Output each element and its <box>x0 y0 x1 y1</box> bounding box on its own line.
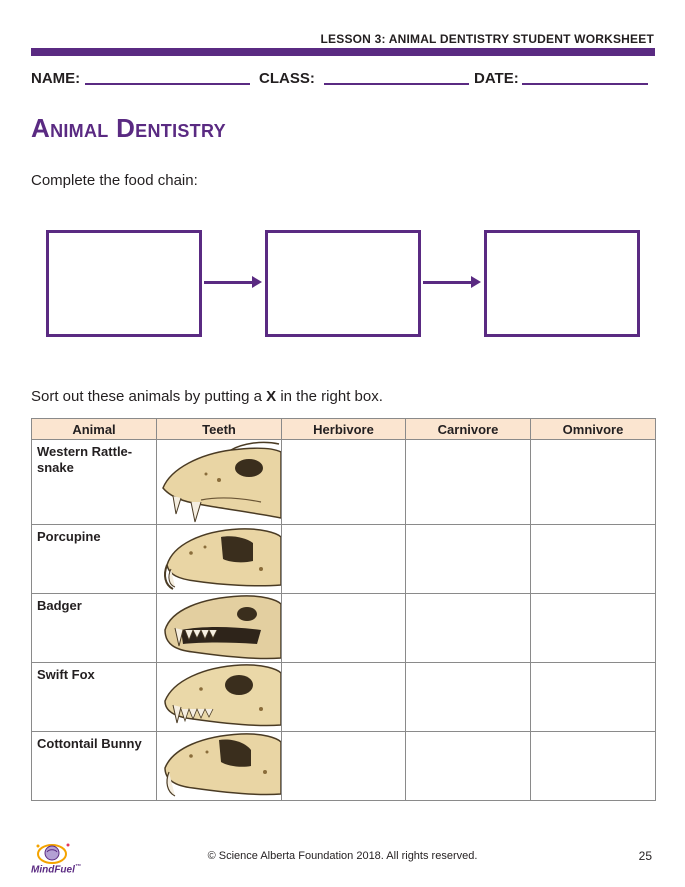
table-row <box>32 440 656 525</box>
animal-name: Badger <box>32 594 157 663</box>
carnivore-checkbox[interactable] <box>406 594 531 663</box>
header-rule <box>31 48 655 56</box>
herbivore-checkbox[interactable] <box>282 732 406 801</box>
carnivore-checkbox[interactable] <box>406 440 531 525</box>
teeth-cell <box>157 732 282 801</box>
cottontail-bunny-skull-icon <box>161 732 281 800</box>
column-header-omnivore: Omnivore <box>531 419 656 440</box>
omnivore-checkbox[interactable] <box>531 663 656 732</box>
porcupine-skull-icon <box>161 525 281 593</box>
food-chain-box-3[interactable] <box>484 230 640 337</box>
name-label: NAME: <box>31 70 81 87</box>
name-blank[interactable] <box>85 83 250 85</box>
food-chain-instruction: Complete the food chain: <box>31 172 198 189</box>
date-blank[interactable] <box>522 83 648 85</box>
sort-instruction: Sort out these animals by putting a X in the right box. <box>31 388 383 405</box>
table-row <box>32 732 656 801</box>
class-blank[interactable] <box>324 83 469 85</box>
swift-fox-skull-icon <box>161 663 281 731</box>
table-row <box>32 594 656 663</box>
herbivore-checkbox[interactable] <box>282 525 406 594</box>
x-mark: X <box>266 388 277 405</box>
animal-name: Swift Fox <box>32 663 157 732</box>
carnivore-checkbox[interactable] <box>406 732 531 801</box>
carnivore-checkbox[interactable] <box>406 663 531 732</box>
herbivore-checkbox[interactable] <box>282 594 406 663</box>
animal-name: Western Rattle-snake <box>32 440 157 525</box>
sorting-table <box>31 418 656 801</box>
teeth-cell <box>157 440 282 525</box>
column-header-teeth: Teeth <box>157 419 282 440</box>
class-label: CLASS: <box>259 70 315 87</box>
omnivore-checkbox[interactable] <box>531 525 656 594</box>
omnivore-checkbox[interactable] <box>531 440 656 525</box>
food-chain-arrow-icon <box>204 281 256 284</box>
herbivore-checkbox[interactable] <box>282 663 406 732</box>
date-label: DATE: <box>474 70 519 87</box>
animal-name: Porcupine <box>32 525 157 594</box>
column-header-carnivore: Carnivore <box>406 419 531 440</box>
herbivore-checkbox[interactable] <box>282 440 406 525</box>
table-row <box>32 663 656 732</box>
badger-skull-icon <box>161 594 281 662</box>
omnivore-checkbox[interactable] <box>531 594 656 663</box>
mindfuel-logo-text: MindFuel™ <box>31 864 81 876</box>
food-chain-box-2[interactable] <box>265 230 421 337</box>
animal-name: Cottontail Bunny <box>32 732 157 801</box>
table-row <box>32 525 656 594</box>
lesson-header: LESSON 3: ANIMAL DENTISTRY STUDENT WORKSHEET <box>320 32 654 46</box>
food-chain-arrow-icon <box>423 281 475 284</box>
teeth-cell <box>157 663 282 732</box>
omnivore-checkbox[interactable] <box>531 732 656 801</box>
teeth-cell <box>157 594 282 663</box>
rattlesnake-skull-icon <box>161 440 281 524</box>
column-header-herbivore: Herbivore <box>282 419 406 440</box>
teeth-cell <box>157 525 282 594</box>
column-header-animal: Animal <box>32 419 157 440</box>
food-chain-box-1[interactable] <box>46 230 202 337</box>
carnivore-checkbox[interactable] <box>406 525 531 594</box>
copyright-notice: © Science Alberta Foundation 2018. All rights reserved. <box>207 850 478 862</box>
page-title: Animal Dentistry <box>31 113 226 143</box>
page-number: 25 <box>638 849 652 863</box>
